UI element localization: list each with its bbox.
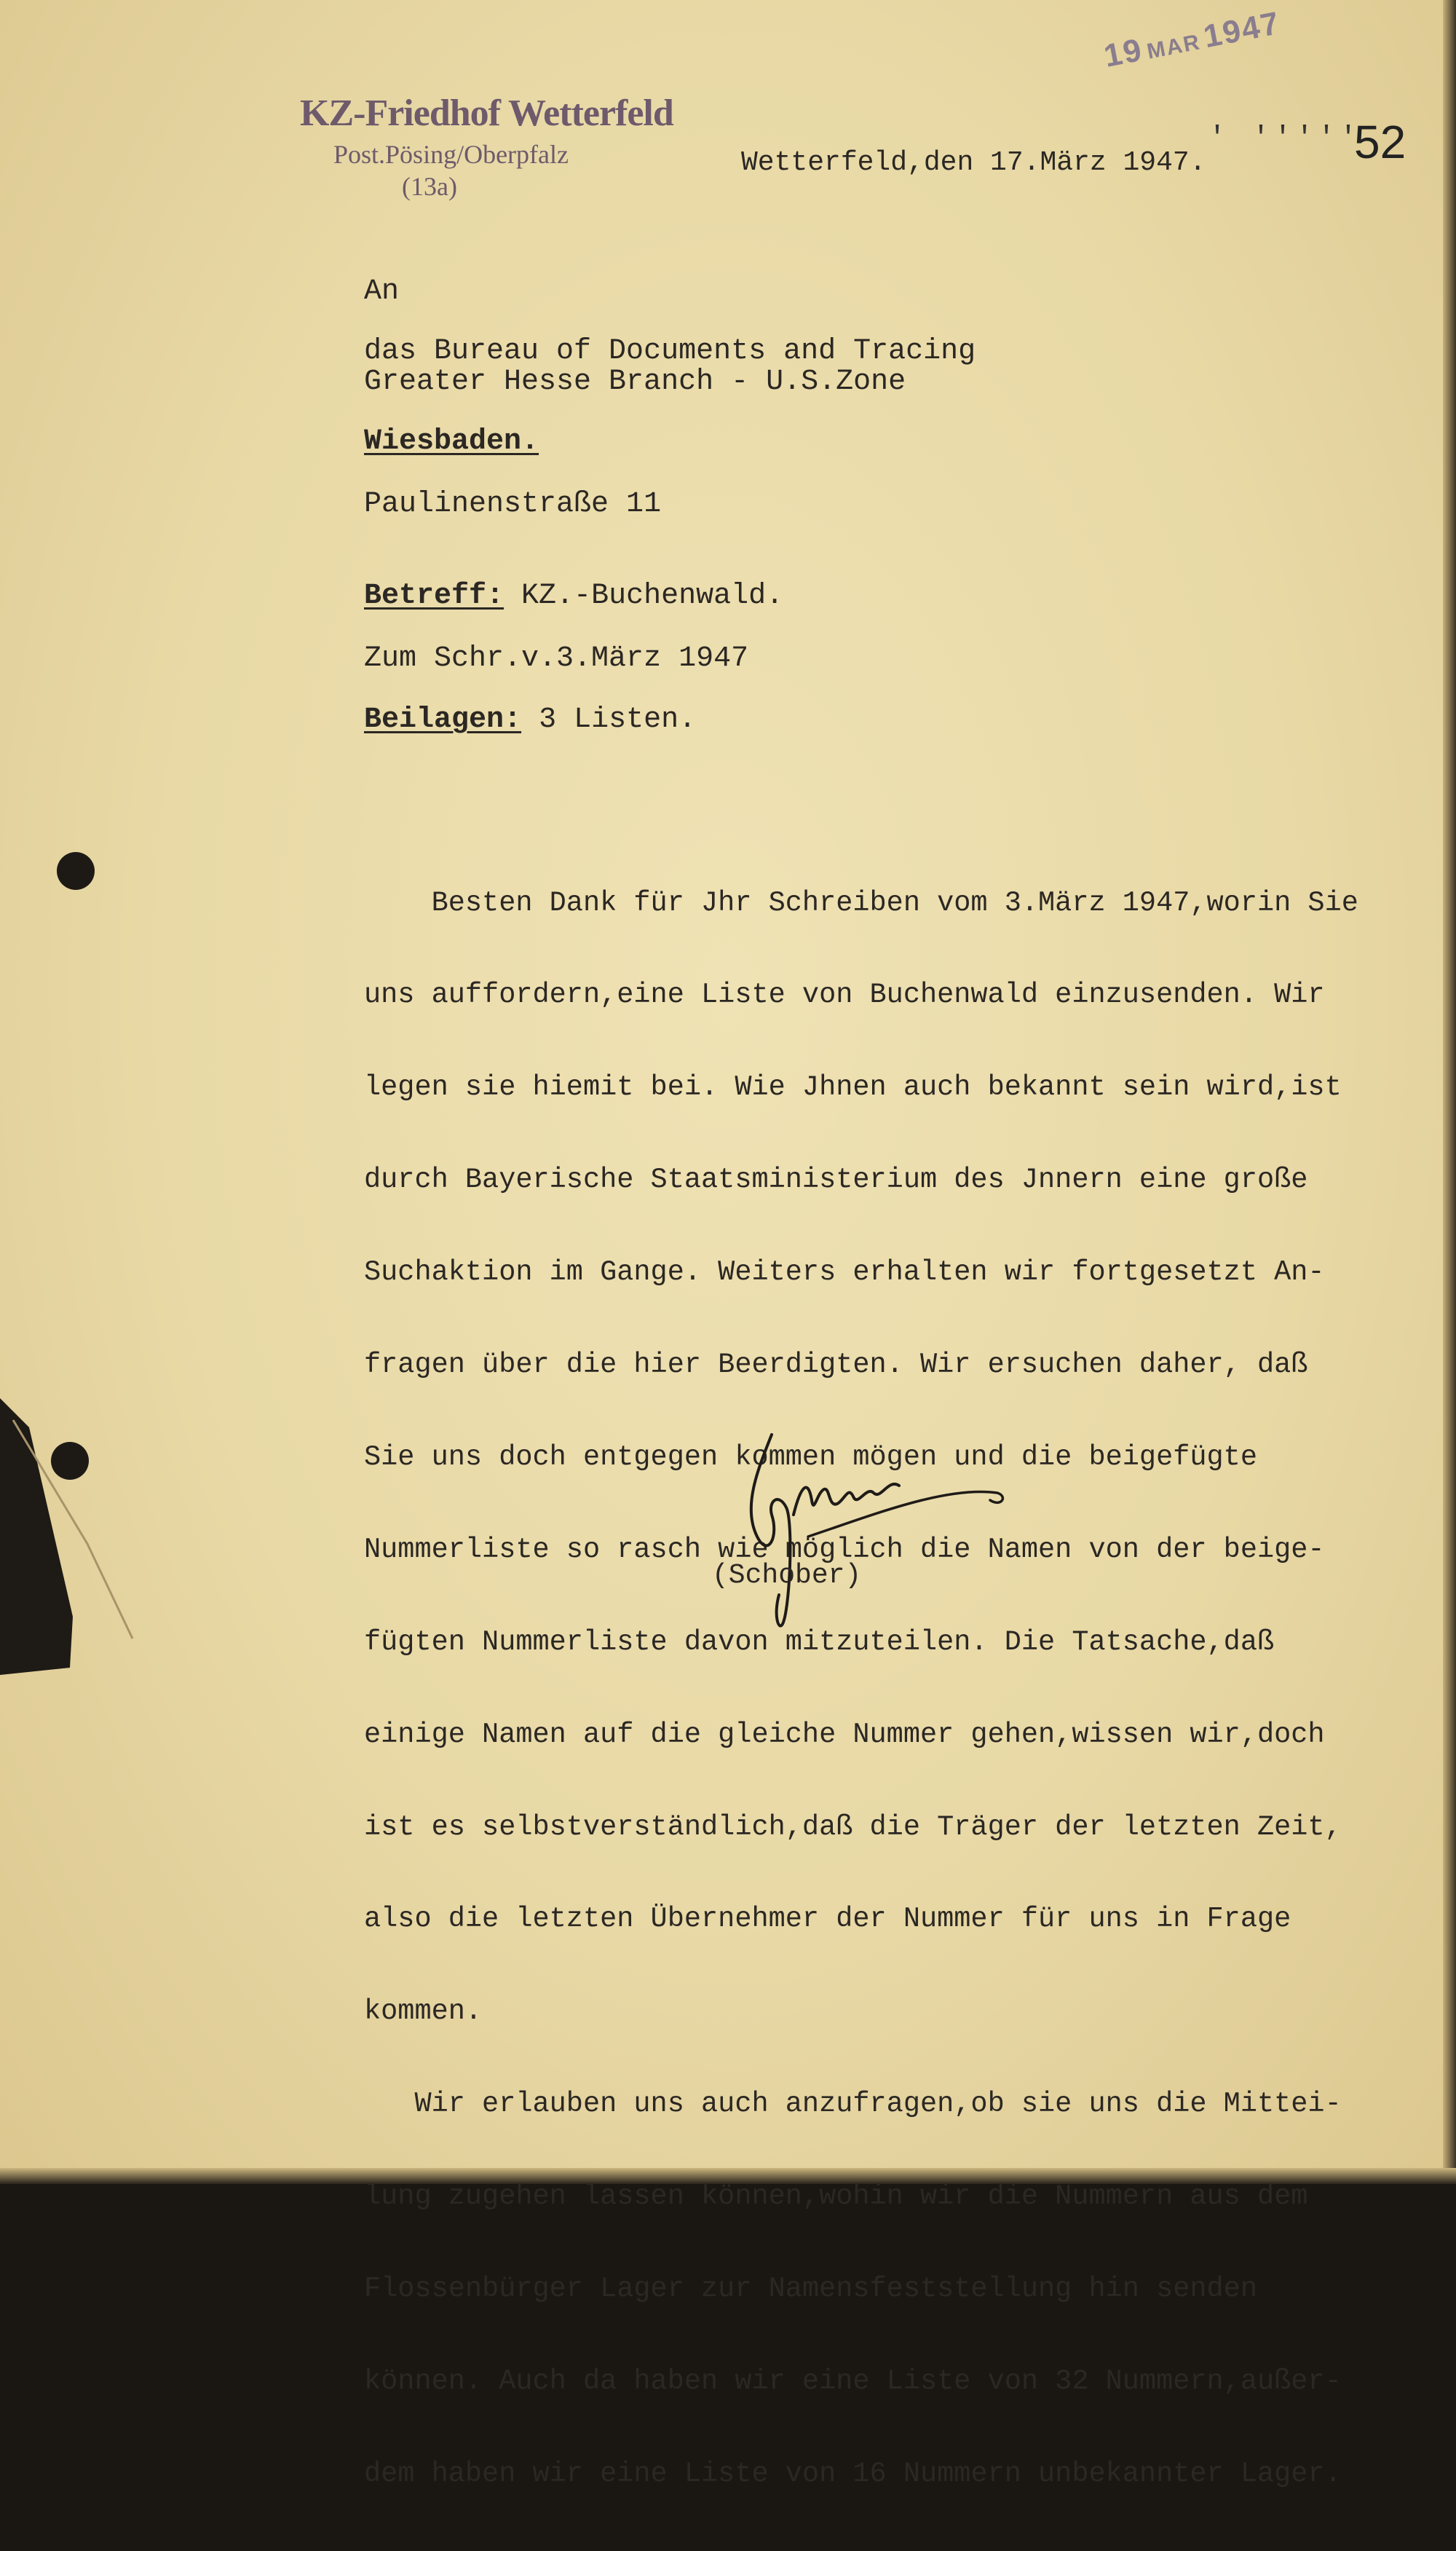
letterhead-title: KZ-Friedhof Wetterfeld (300, 92, 673, 134)
body-line: fragen über die hier Beerdigten. Wir ersuchen daher, daß (364, 1349, 1308, 1381)
page-edge-right (1443, 0, 1456, 2184)
body-line: ist es selbstverständlich,daß die Träger der letzten Zeit, (364, 1810, 1342, 1843)
reference-line: Zum Schr.v.3.März 1947 (364, 642, 749, 675)
letterhead-postal: Post.Pösing/Oberpfalz (333, 140, 569, 169)
letterhead-stamp (300, 92, 673, 202)
recipient-line-2: Greater Hesse Branch - U.S.Zone (364, 366, 906, 398)
body-line: Sie uns doch entgegen kommen mögen und die beigefügte (364, 1440, 1257, 1473)
enclosures-value: 3 Listen. (539, 703, 697, 736)
body-line: dem haben wir eine Liste von 16 Nummern unbekannter Lager. (364, 2457, 1342, 2490)
body-line: Suchaktion im Gange. Weiters erhalten wir fortgesetzt An- (364, 1256, 1325, 1289)
recipient-line-1: das Bureau of Documents and Tracing (364, 335, 976, 368)
body-line: durch Bayerische Staatsministerium des Jnnern eine große (364, 1164, 1308, 1196)
torn-fold-corner (0, 1398, 138, 1675)
body-line: Flossenbürger Lager zur Namensfeststellung hin senden (364, 2272, 1257, 2305)
body-line: Besten Dank für Jhr Schreiben vom 3.März 1947,worin Sie (364, 886, 1358, 919)
pencil-marks: ' ''''' (1208, 122, 1362, 155)
body-line: können. Auch da haben wir eine Liste von 32 Nummern,außer- (364, 2365, 1342, 2397)
letter-body (364, 826, 1412, 2551)
body-line: uns auffordern,eine Liste von Buchenwald einzusenden. Wir (364, 979, 1325, 1012)
punch-hole-top (57, 852, 95, 890)
body-line: legen sie hiemit bei. Wie Jhnen auch bekannt sein wird,ist (364, 1071, 1342, 1104)
received-date-stamp: 19MAR1947 (1101, 5, 1283, 74)
enclosures-line (364, 703, 696, 737)
body-line: einige Namen auf die gleiche Nummer gehen,wissen wir,doch (364, 1718, 1325, 1751)
enclosures-label: Beilagen: (364, 703, 522, 736)
place-and-date: Wetterfeld,den 17.März 1947. (741, 147, 1206, 178)
body-line: also die letzten Übernehmer der Nummer für uns in Frage (364, 1903, 1291, 1936)
body-line: lung zugehen lassen können,wohin wir die Nummern aus dem (364, 2180, 1308, 2213)
signer-name: (Schober) (712, 1560, 862, 1591)
body-line: Wir erlauben uns auch anzufragen,ob sie uns die Mittei- (364, 2088, 1342, 2121)
body-line: Nummerliste so rasch wie möglich die Namen von der beige- (364, 1533, 1325, 1566)
recipient-city: Wiesbaden. (364, 425, 539, 458)
salutation: An (364, 275, 400, 308)
subject-label: Betreff: (364, 580, 505, 612)
letterhead-zone: (13a) (402, 172, 457, 201)
body-line: kommen. (364, 1995, 483, 2028)
body-line: fügten Nummerliste davon mitzuteilen. Die Tatsache,daß (364, 1625, 1275, 1658)
subject-line (364, 580, 783, 613)
page-number: 52 (1354, 116, 1406, 168)
recipient-street: Paulinenstraße 11 (364, 488, 662, 521)
handwritten-signature (728, 1427, 1019, 1631)
subject-value: KZ.-Buchenwald. (521, 580, 784, 612)
